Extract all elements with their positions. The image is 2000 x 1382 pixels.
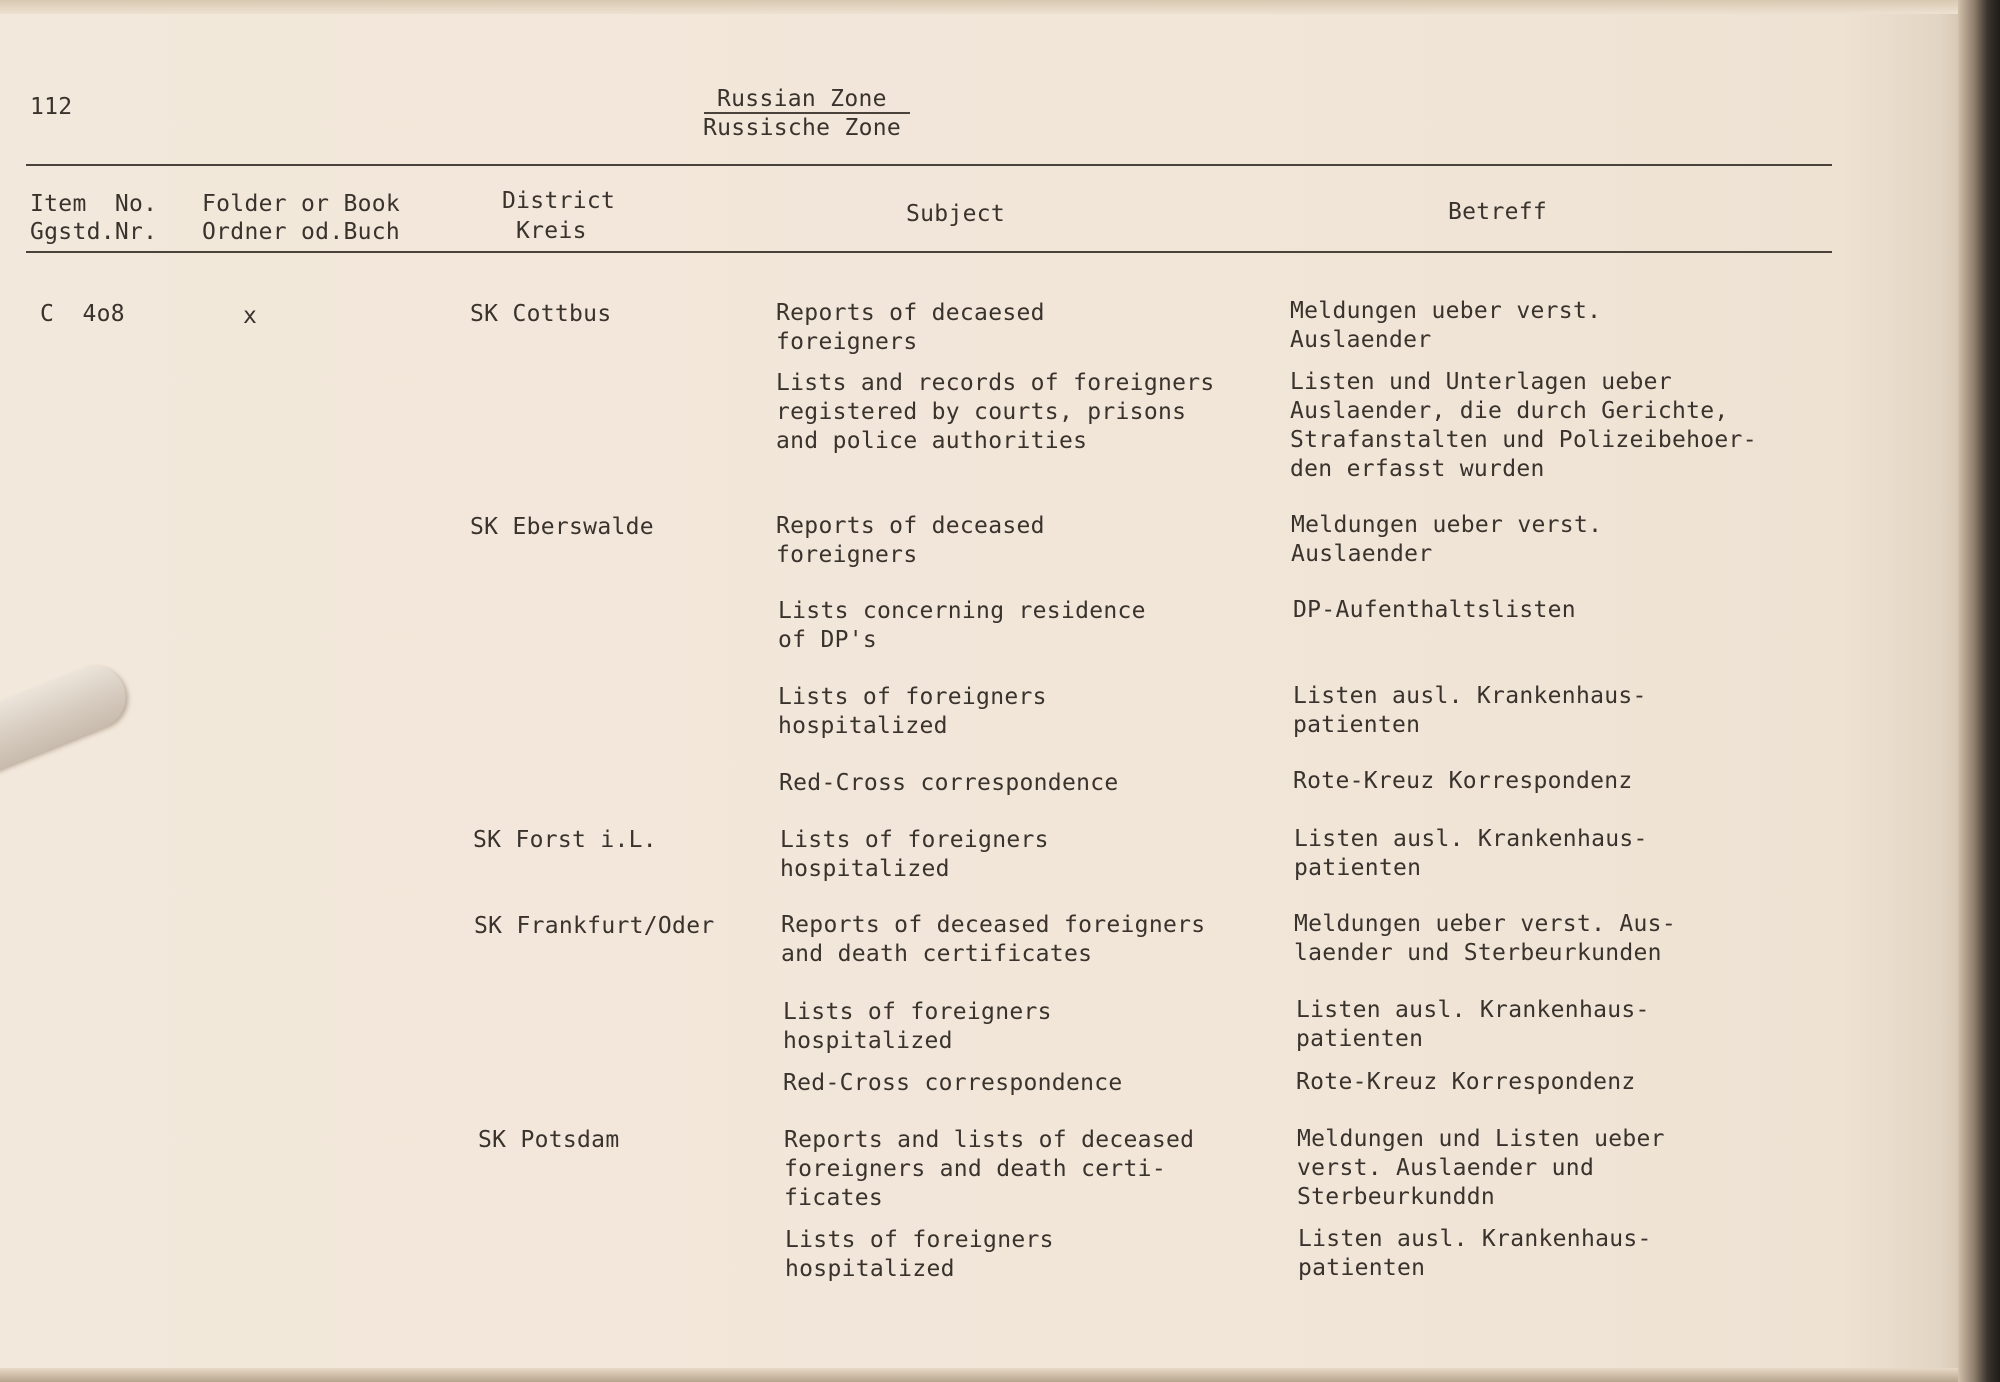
subject-cell: Reports and lists of deceased foreigners and death certi- ficates: [784, 1127, 1195, 1211]
district-eberswalde: SK Eberswalde: [470, 514, 654, 540]
betreff-cell: Meldungen und Listen ueber verst. Auslaender und Sterbeurkunddn: [1297, 1126, 1665, 1210]
subject-cell: Lists concerning residence of DP's: [778, 598, 1146, 653]
folder-marker: x: [243, 303, 258, 329]
district-forst: SK Forst i.L.: [473, 827, 657, 853]
betreff-cell: Meldungen ueber verst. Auslaender: [1290, 298, 1602, 353]
subject-cell: Lists of foreigners hospitalized: [783, 999, 1052, 1054]
subject-cell: Lists of foreigners hospitalized: [778, 684, 1047, 739]
betreff-cell: Listen ausl. Krankenhaus- patienten: [1294, 826, 1648, 881]
subject-cell: Reports of decaesed foreigners: [776, 300, 1045, 355]
subject-cell: Lists of foreigners hospitalized: [780, 827, 1049, 882]
betreff-cell: Listen ausl. Krankenhaus- patienten: [1298, 1226, 1652, 1281]
betreff-cell: Listen ausl. Krankenhaus- patienten: [1296, 997, 1650, 1052]
header-item-en: Item No.: [30, 191, 158, 217]
betreff-cell: Listen ausl. Krankenhaus- patienten: [1293, 683, 1647, 738]
header-item-de: Ggstd.Nr.: [30, 219, 158, 245]
page-bottom-edge: [0, 1368, 2000, 1382]
book-spine: [1958, 0, 2000, 1382]
betreff-cell: Listen und Unterlagen ueber Auslaender, die durch Gerichte, Strafanstalten und Polizeibehoer- den erfasst wurden: [1290, 369, 1757, 482]
header-folder-de: Ordner od.Buch: [202, 219, 401, 245]
header-district-en: District: [502, 188, 616, 214]
district-frankfurt-oder: SK Frankfurt/Oder: [474, 913, 715, 939]
district-potsdam: SK Potsdam: [478, 1127, 620, 1153]
subject-cell: Red-Cross correspondence: [779, 770, 1119, 796]
betreff-cell: DP-Aufenthaltslisten: [1293, 597, 1576, 623]
zone-title-en: Russian Zone: [717, 86, 887, 112]
betreff-cell: Meldungen ueber verst. Auslaender: [1291, 512, 1603, 567]
subject-cell: Lists and records of foreigners registered by courts, prisons and police authorities: [776, 370, 1215, 454]
subject-cell: Lists of foreigners hospitalized: [785, 1227, 1054, 1282]
header-rule-top: [26, 164, 1832, 166]
subject-cell: Red-Cross correspondence: [783, 1070, 1123, 1096]
bookmark-tab: [0, 657, 135, 786]
betreff-cell: Rote-Kreuz Korrespondenz: [1293, 768, 1633, 794]
item-number: C 4o8: [40, 301, 125, 327]
header-rule-bottom: [26, 251, 1832, 253]
subject-cell: Reports of deceased foreigners and death certificates: [781, 912, 1206, 967]
header-folder-en: Folder or Book: [202, 191, 401, 217]
betreff-cell: Rote-Kreuz Korrespondenz: [1296, 1069, 1636, 1095]
header-district-de: Kreis: [516, 218, 587, 244]
district-cottbus: SK Cottbus: [470, 301, 612, 327]
header-subject: Subject: [906, 201, 1006, 227]
betreff-cell: Meldungen ueber verst. Aus- laender und Sterbeurkunden: [1294, 911, 1676, 966]
header-betreff: Betreff: [1448, 199, 1548, 225]
subject-cell: Reports of deceased foreigners: [776, 513, 1045, 568]
page-number: 112: [30, 94, 73, 120]
page-top-edge: [0, 0, 1960, 14]
zone-title-de: Russische Zone: [703, 115, 902, 141]
